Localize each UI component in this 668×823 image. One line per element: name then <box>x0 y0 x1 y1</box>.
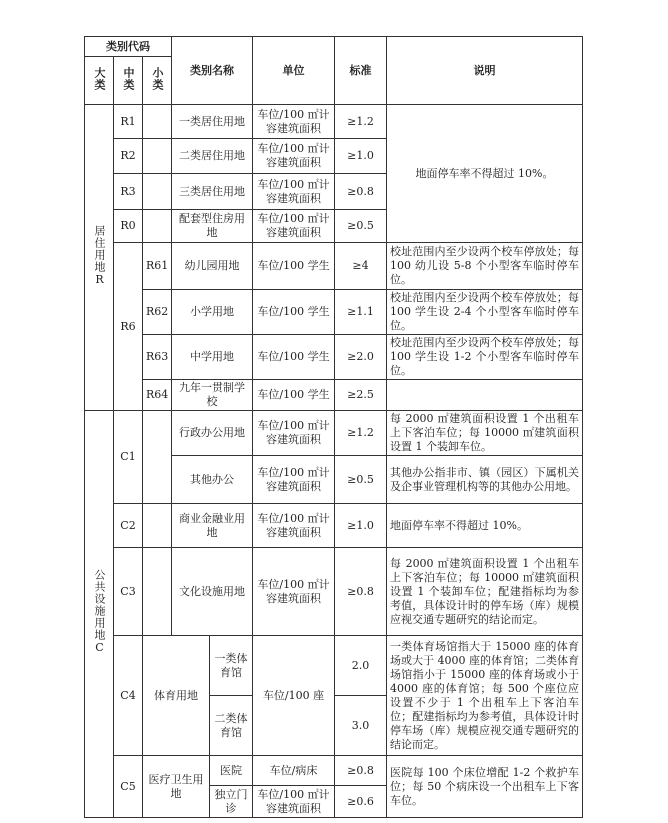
mid-code: C5 <box>114 756 143 818</box>
category-name: 文化设施用地 <box>172 548 253 636</box>
unit-cell: 车位/100 ㎡计容建筑面积 <box>253 411 335 456</box>
unit-cell: 车位/100 ㎡计容建筑面积 <box>253 456 335 504</box>
standard-cell: 2.0 <box>335 636 387 696</box>
standard-cell: ≥1.2 <box>335 105 387 139</box>
minor-code <box>143 411 172 504</box>
standard-cell: ≥2.0 <box>335 335 387 380</box>
standard-cell: ≥0.8 <box>335 548 387 636</box>
header-mid: 中类 <box>114 57 143 105</box>
mid-code: C1 <box>114 411 143 504</box>
parking-standard-table <box>84 36 583 818</box>
note-cell: 其他办公指非市、镇（园区）下属机关及企事业管理机构等的其他办公用地。 <box>387 456 583 504</box>
sub-category-name: 二类体育馆 <box>210 696 253 756</box>
sub-category-name: 一类体育馆 <box>210 636 253 696</box>
header-standard: 标准 <box>335 37 387 105</box>
minor-code <box>143 139 172 174</box>
note-cell: 医院每 100 个床位增配 1-2 个救护车位；每 50 个病床设一个出租车上下客车位。 <box>387 756 583 818</box>
mid-code: C4 <box>114 636 143 756</box>
standard-cell: ≥0.5 <box>335 210 387 243</box>
note-cell <box>387 380 583 411</box>
unit-cell: 车位/100 ㎡计容建筑面积 <box>253 174 335 210</box>
mid-code: C3 <box>114 548 143 636</box>
unit-cell: 车位/100 ㎡计容建筑面积 <box>253 139 335 174</box>
unit-cell: 车位/100 ㎡计容建筑面积 <box>253 548 335 636</box>
mid-code: R0 <box>114 210 143 243</box>
unit-cell: 车位/100 ㎡计容建筑面积 <box>253 105 335 139</box>
mid-code: C2 <box>114 504 143 548</box>
minor-code: R61 <box>143 243 172 290</box>
header-code: 类别代码 <box>85 37 172 57</box>
note-cell: 一类体育场馆指大于 15000 座的体育场或大于 4000 座的体育馆；二类体育场馆指小于 15000 座的体育场或小于 4000 座的体育馆；每 500 个座位应设置不少于 1 个出租车上下客泊车位；配建指标均为参考值，具体设计时停车场（库）规模应视交通专题研究的结论而定。 <box>387 636 583 756</box>
category-name: 一类居住用地 <box>172 105 253 139</box>
note-cell: 校址范围内至少设两个校车停放处；每 100 学生设 1-2 个小型客车临时停车位。 <box>387 335 583 380</box>
note-residential: 地面停车率不得超过 10%。 <box>387 105 583 243</box>
standard-cell: ≥1.2 <box>335 411 387 456</box>
minor-code <box>143 210 172 243</box>
category-name: 商业金融业用地 <box>172 504 253 548</box>
minor-code: R64 <box>143 380 172 411</box>
sub-category-name: 独立门诊 <box>210 786 253 818</box>
minor-code <box>143 174 172 210</box>
header-unit: 单位 <box>253 37 335 105</box>
unit-cell: 车位/100 学生 <box>253 335 335 380</box>
category-name: 中学用地 <box>172 335 253 380</box>
category-name: 二类居住用地 <box>172 139 253 174</box>
unit-cell: 车位/病床 <box>253 756 335 786</box>
unit-cell: 车位/100 学生 <box>253 243 335 290</box>
unit-cell: 车位/100 学生 <box>253 290 335 335</box>
major-public: 公共设施用地C <box>85 411 114 818</box>
minor-code: R62 <box>143 290 172 335</box>
minor-code: R63 <box>143 335 172 380</box>
standard-cell: ≥0.8 <box>335 174 387 210</box>
standard-cell: 3.0 <box>335 696 387 756</box>
header-major: 大类 <box>85 57 114 105</box>
standard-cell: ≥2.5 <box>335 380 387 411</box>
standard-cell: ≥1.0 <box>335 139 387 174</box>
header-minor: 小类 <box>143 57 172 105</box>
note-cell: 校址范围内至少设两个校车停放处；每 100 学生设 2-4 个小型客车临时停车位。 <box>387 290 583 335</box>
category-name: 配套型住房用地 <box>172 210 253 243</box>
minor-code <box>143 504 172 548</box>
header-name: 类别名称 <box>172 37 253 105</box>
note-cell: 每 2000 ㎡建筑面积设置 1 个出租车上下客泊车位；每 10000 ㎡建筑面积设置 1 个装卸车位；配建指标均为参考值，具体设计时的停车场（库）规模应视交通专题研究的结论而定。 <box>387 548 583 636</box>
note-cell: 地面停车率不得超过 10%。 <box>387 504 583 548</box>
unit-cell: 车位/100 ㎡计容建筑面积 <box>253 210 335 243</box>
standard-cell: ≥0.6 <box>335 786 387 818</box>
category-name: 小学用地 <box>172 290 253 335</box>
unit-cell: 车位/100 座 <box>253 636 335 756</box>
category-name: 三类居住用地 <box>172 174 253 210</box>
header-note: 说明 <box>387 37 583 105</box>
mid-code: R3 <box>114 174 143 210</box>
category-name: 九年一贯制学校 <box>172 380 253 411</box>
mid-code: R2 <box>114 139 143 174</box>
standard-cell: ≥0.5 <box>335 456 387 504</box>
note-cell: 校址范围内至少设两个校车停放处；每 100 幼儿设 5-8 个小型客车临时停车位。 <box>387 243 583 290</box>
sub-category-name: 医院 <box>210 756 253 786</box>
minor-code <box>143 548 172 636</box>
mid-code: R6 <box>114 243 143 411</box>
category-name: 幼儿园用地 <box>172 243 253 290</box>
group-name: 体育用地 <box>143 636 210 756</box>
minor-code <box>143 105 172 139</box>
category-name: 行政办公用地 <box>172 411 253 456</box>
standard-cell: ≥1.0 <box>335 504 387 548</box>
standard-cell: ≥4 <box>335 243 387 290</box>
note-cell: 每 2000 ㎡建筑面积设置 1 个出租车上下客泊车位；每 10000 ㎡建筑面积设置 1 个装卸车位。 <box>387 411 583 456</box>
unit-cell: 车位/100 ㎡计容建筑面积 <box>253 504 335 548</box>
standard-cell: ≥1.1 <box>335 290 387 335</box>
mid-code: R1 <box>114 105 143 139</box>
standard-cell: ≥0.8 <box>335 756 387 786</box>
unit-cell: 车位/100 ㎡计容建筑面积 <box>253 786 335 818</box>
group-name: 医疗卫生用地 <box>143 756 210 818</box>
unit-cell: 车位/100 学生 <box>253 380 335 411</box>
major-residential: 居住用地R <box>85 105 114 411</box>
category-name: 其他办公 <box>172 456 253 504</box>
